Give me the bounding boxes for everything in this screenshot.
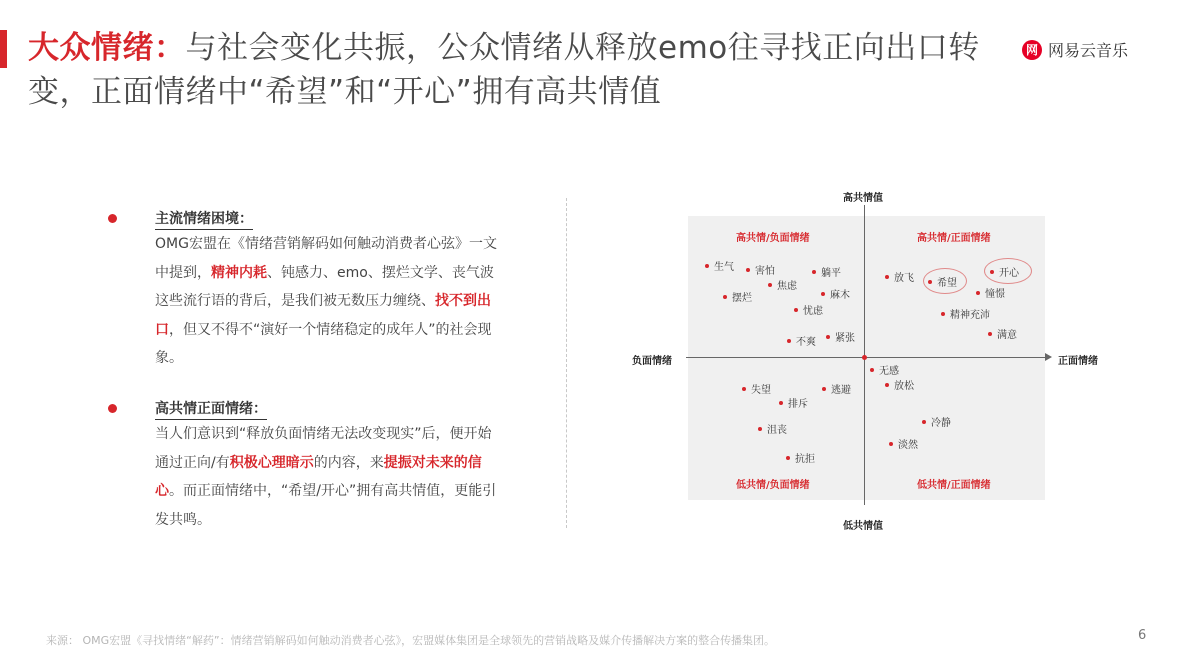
emotion-point: 开心 (990, 264, 1019, 279)
page-title: 大众情绪：与社会变化共振，公众情绪从释放emo往寻找正向出口转变，正面情绪中“希望”和“开心”拥有高共情值 (28, 30, 980, 110)
section-body: OMG宏盟在《情绪营销解码如何触动消费者心弦》一文中提到，精神内耗、钝感力、emo、摆烂文学、丧气波这些流行语的背后，是我们被无数压力缠绕、找不到出口，但又不得不“演好一个情绪稳定的成年人”的社会现象。 (155, 236, 497, 366)
emotion-point: 精神充沛 (941, 306, 990, 321)
page-number: 6 (1138, 628, 1147, 643)
point-label-center: 无感 (870, 362, 899, 377)
emotion-point: 沮丧 (758, 421, 787, 436)
quadrant-label-bottom-right: 低共情/正面情绪 (917, 480, 991, 491)
emotion-point: 憧憬 (976, 285, 1005, 300)
emotion-point: 紧张 (826, 329, 855, 344)
emotion-point: 不爽 (787, 333, 816, 348)
emotion-point: 害怕 (746, 262, 775, 277)
emotion-point: 放松 (885, 377, 914, 392)
emotion-point: 冷静 (922, 414, 951, 429)
emotion-point: 排斥 (779, 395, 808, 410)
netease-music-logo (1022, 38, 1128, 61)
dashed-divider (566, 198, 567, 528)
axis-arrow-icon (1045, 353, 1052, 361)
quadrant-label-bottom-left: 低共情/负面情绪 (736, 480, 810, 491)
emotion-point: 希望 (928, 274, 957, 289)
emotion-point: 抗拒 (786, 450, 815, 465)
axis-label-top: 高共情值 (843, 193, 883, 204)
origin-dot (862, 355, 867, 360)
emotion-point: 满意 (988, 326, 1017, 341)
bullet-dot (108, 404, 117, 413)
quadrant-label-top-left: 高共情/负面情绪 (736, 233, 810, 244)
section-title: 高共情正面情绪： (155, 398, 267, 420)
axis-label-right: 正面情绪 (1058, 356, 1098, 367)
emotion-point: 放飞 (885, 269, 914, 284)
netease-music-icon: 网 (1022, 40, 1042, 60)
bullet-dot (108, 214, 117, 223)
emotion-point: 生气 (705, 258, 734, 273)
quadrant-label-top-right: 高共情/正面情绪 (917, 233, 991, 244)
logo-text: 网易云音乐 (1048, 41, 1129, 60)
emotion-point: 麻木 (821, 286, 850, 301)
axis-label-left: 负面情绪 (632, 356, 672, 367)
title-accent-bar (0, 30, 7, 68)
section-body: 当人们意识到“释放负面情绪无法改变现实”后，便开始通过正向/有积极心理暗示的内容，来提振对未来的信心。而正面情绪中，“希望/开心”拥有高共情值，更能引发共鸣。 (155, 426, 497, 528)
section-title: 主流情绪困境： (155, 208, 253, 230)
emotion-point: 失望 (742, 381, 771, 396)
emotion-point: 忧虑 (794, 302, 823, 317)
emotion-point: 逃避 (822, 381, 851, 396)
emotion-point: 摆烂 (723, 289, 752, 304)
emotion-point: 焦虑 (768, 277, 797, 292)
axis-label-bottom: 低共情值 (843, 521, 883, 532)
emotion-point: 躺平 (812, 264, 841, 279)
emotion-point: 淡然 (889, 436, 918, 451)
source-footnote: 来源： OMG宏盟《寻找情绪“解药”：情绪营销解码如何触动消费者心弦》，宏盟媒体集团是全球领先的营销战略及媒介传播解决方案的整合传播集团。 (46, 634, 776, 647)
